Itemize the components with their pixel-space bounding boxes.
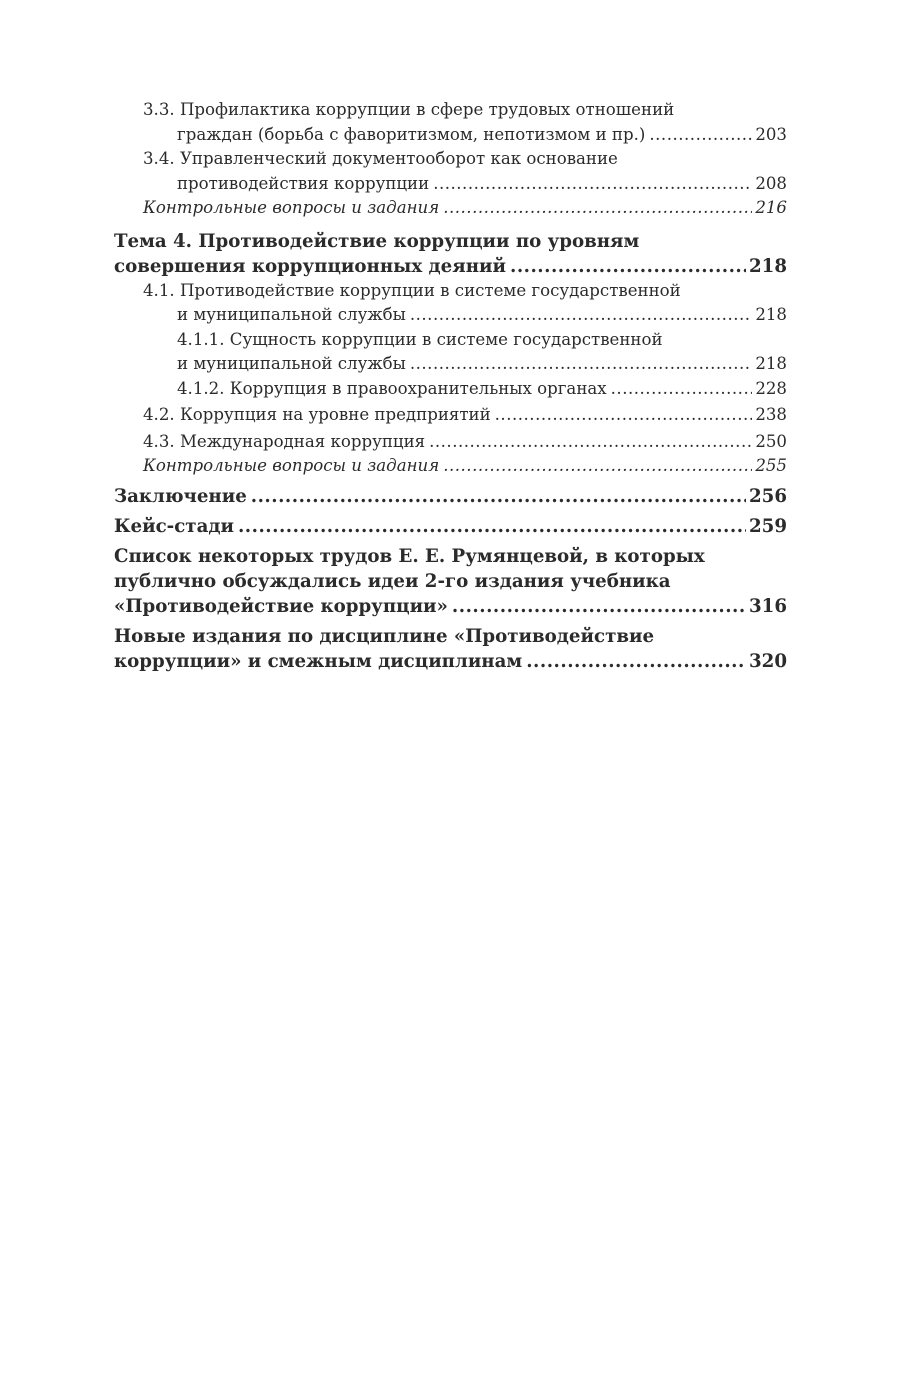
toc-entry-title: 3.4. Управленческий документооборот как основание [143, 149, 618, 168]
toc-entry-title: Контрольные вопросы и задания [143, 198, 440, 217]
dot-leader [238, 514, 746, 539]
dot-leader [429, 430, 752, 455]
toc-entry-title-cont: граждан (борьба с фаворитизмом, непотизмом и пр.) [177, 124, 646, 144]
page-number: 320 [749, 650, 787, 672]
page-number: 256 [749, 485, 787, 507]
dot-leader [510, 254, 746, 279]
toc-entry-4-1[interactable] [114, 279, 787, 328]
page-number: 203 [755, 124, 787, 144]
page-number: 259 [749, 515, 787, 537]
dot-leader [611, 377, 753, 402]
toc-entry-title-cont: совершения коррупционных деяний [114, 255, 506, 277]
toc-entry-4-2[interactable] [114, 403, 787, 428]
toc-entry-title: 4.1.1. Сущность коррупции в системе государственной [177, 329, 663, 349]
toc-entry-title-cont: и муниципальной службы [177, 305, 406, 324]
page-number: 218 [755, 305, 787, 324]
toc-entry-title-cont: противодействия коррупции [177, 173, 430, 193]
toc-entry-new-editions[interactable] [114, 624, 787, 674]
toc-entry-title-cont: и муниципальной службы [177, 354, 406, 373]
dot-leader [410, 352, 752, 377]
toc-entry-title: Контрольные вопросы и задания [143, 456, 440, 475]
toc-entry-3-4[interactable] [114, 147, 787, 196]
toc-entry-title: 4.3. Международная коррупция [143, 431, 426, 451]
toc-entry-title: Новые издания по дисциплине «Противодействие [114, 625, 655, 647]
toc-entry-conclusion[interactable] [114, 484, 787, 509]
dot-leader [649, 123, 752, 148]
page-number: 218 [755, 354, 787, 373]
page-number: 208 [755, 173, 787, 193]
toc-entry-questions-4[interactable] [114, 454, 787, 479]
page-number: 216 [755, 198, 787, 217]
toc-entry-4-1-1[interactable] [114, 328, 787, 377]
toc-entry-title: 4.2. Коррупция на уровне предприятий [143, 405, 491, 424]
dot-leader [443, 196, 752, 221]
toc-entry-4-3[interactable] [114, 430, 787, 455]
toc-entry-title: Список некоторых трудов Е. Е. Румянцевой, в которых [114, 545, 705, 567]
dot-leader [433, 172, 752, 197]
toc-entry-title: Тема 4. Противодействие коррупции по уровням [114, 230, 640, 252]
page-number: 255 [755, 456, 787, 475]
dot-leader [452, 594, 746, 619]
page-number: 316 [749, 595, 787, 617]
toc-entry-title: Кейс-стади [114, 515, 234, 537]
page-number: 228 [755, 378, 787, 398]
table-of-contents [114, 98, 787, 674]
toc-entry-title: 4.1.2. Коррупция в правоохранительных органах [177, 378, 607, 398]
toc-entry-title-cont: публично обсуждались идеи 2-го издания учебника [114, 570, 671, 592]
toc-entry-questions-3[interactable] [114, 196, 787, 221]
dot-leader [526, 649, 746, 674]
page-number: 250 [755, 431, 787, 451]
page-number: 238 [755, 405, 787, 424]
dot-leader [495, 403, 753, 428]
dot-leader [251, 484, 746, 509]
toc-entry-case-studies[interactable] [114, 514, 787, 539]
toc-entry-title: Заключение [114, 485, 247, 507]
page-number: 218 [749, 255, 787, 277]
toc-entry-title: 4.1. Противодействие коррупции в системе государственной [143, 280, 681, 300]
toc-entry-3-3[interactable] [114, 98, 787, 147]
toc-entry-works-list[interactable] [114, 544, 787, 619]
toc-entry-title: 3.3. Профилактика коррупции в сфере трудовых отношений [143, 100, 675, 119]
dot-leader [410, 303, 752, 328]
dot-leader [443, 454, 752, 479]
toc-entry-topic-4[interactable] [114, 229, 787, 279]
toc-entry-title-cont: «Противодействие коррупции» [114, 595, 448, 617]
toc-entry-title-cont: коррупции» и смежным дисциплинам [114, 650, 523, 672]
toc-entry-4-1-2[interactable] [114, 377, 787, 402]
